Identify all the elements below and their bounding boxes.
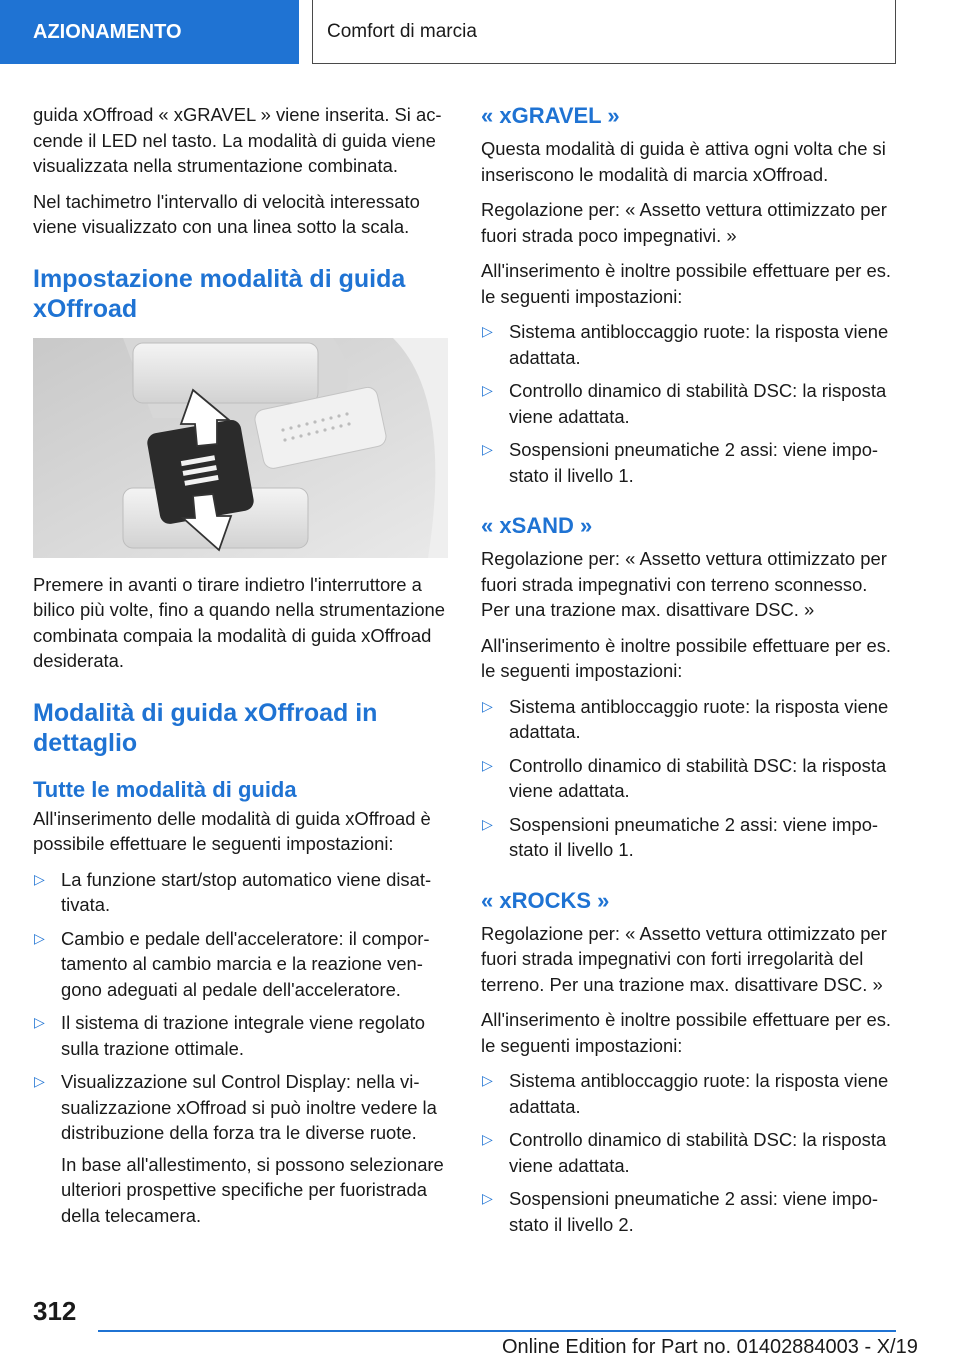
list-item: ▷ Sospensioni pneumatiche 2 assi: viene impostato il livello 1. bbox=[482, 439, 879, 486]
triangle-bullet-icon: ▷ bbox=[482, 756, 493, 773]
gravel-paragraph-3: All'inserimento è inoltre possibile effettuare per es. le seguenti impostazioni: bbox=[481, 260, 892, 307]
mode-title-gravel: « xGRAVEL » bbox=[481, 103, 620, 128]
all-modes-list bbox=[33, 867, 448, 1229]
list-item: ▷ Sistema antibloccaggio ruote: la risposta viene adattata. bbox=[482, 1070, 889, 1117]
list-item: ▷ Sospensioni pneumatiche 2 assi: viene impostato il livello 1. bbox=[482, 813, 879, 860]
list-item: ▷ Sistema antibloccaggio ruote: la risposta viene adattata. bbox=[482, 695, 889, 742]
all-modes-intro: All'inserimento delle modalità di guida xOffroad è possibile effettuare le seguenti impostazioni: bbox=[33, 807, 431, 854]
mode-title-sand: « xSAND » bbox=[481, 513, 593, 538]
list-item: ▷ Sistema antibloccaggio ruote: la risposta viene adattata. bbox=[482, 321, 889, 368]
triangle-bullet-icon: ▷ bbox=[482, 441, 493, 457]
intro-paragraph-2: Nel tachimetro l'intervallo di velocità interessato viene visualizzato con una linea sotto la scala. bbox=[33, 190, 420, 237]
triangle-bullet-icon: ▷ bbox=[482, 1190, 493, 1206]
list-item: ▷ Visualizzazione sul Control Display: nella visualizzazione xOffroad si può inoltre vedere la distribuzione della forza tra le diverse ruote. In base all'allestimento, si possono selezionare ulteriori prospettive specifiche per fuoristrada della telecamera. bbox=[33, 1069, 448, 1228]
list-item: ▷ Controllo dinamico di stabilità DSC: la risposta viene adattata. bbox=[482, 754, 887, 801]
rocker-switch-image bbox=[33, 338, 448, 558]
triangle-bullet-icon: ▷ bbox=[482, 1131, 493, 1147]
rocker-switch-illustration bbox=[33, 338, 448, 558]
gravel-paragraph-1: Questa modalità di guida è attiva ogni volta che si inseriscono le modalità di marcia xOffroad. bbox=[481, 138, 886, 185]
triangle-bullet-icon: ▷ bbox=[482, 815, 493, 832]
triangle-bullet-icon: ▷ bbox=[482, 382, 493, 398]
triangle-bullet-icon: ▷ bbox=[482, 323, 493, 339]
triangle-bullet-icon: ▷ bbox=[34, 929, 45, 946]
triangle-bullet-icon: ▷ bbox=[482, 697, 493, 714]
rocks-paragraph-2: All'inserimento è inoltre possibile effettuare per es. le seguenti impostazioni: bbox=[481, 1009, 892, 1056]
list-item: ▷ Sospensioni pneumatiche 2 assi: viene impostato il livello 2. bbox=[482, 1188, 879, 1235]
intro-paragraph-1: guida xOffroad « xGRAVEL » viene inserita. Si accende il LED nel tasto. La modalità di guida viene visualizzata nella strumentazione combinata. bbox=[33, 104, 442, 176]
left-column bbox=[33, 102, 448, 1236]
footer-edition-link[interactable]: Online Edition for Part no. 01402884003 - X/19 bbox=[502, 1336, 918, 1358]
gravel-paragraph-2: Regolazione per: « Assetto vettura ottimizzato per fuori strada poco impegnativi. » bbox=[481, 199, 887, 246]
figure-caption: Premere in avanti o tirare indietro l'interruttore a bilico più volte, fino a quando nella strumentazione combinata compaia la modalità di guida xOffroad desiderata. bbox=[33, 573, 446, 671]
gravel-list bbox=[481, 319, 897, 488]
sand-list bbox=[481, 694, 897, 863]
triangle-bullet-icon: ▷ bbox=[34, 870, 45, 887]
sand-paragraph-2: All'inserimento è inoltre possibile effettuare per es. le seguenti impostazioni: bbox=[481, 634, 892, 681]
triangle-bullet-icon: ▷ bbox=[34, 1014, 45, 1030]
heading-detail: Modalità di guida xOffroad in dettaglio bbox=[33, 698, 378, 757]
section-tab: AZIONAMENTO bbox=[0, 0, 299, 64]
list-item: ▷ Il sistema di trazione integrale viene regolato sulla trazione ottimale. bbox=[34, 1012, 425, 1059]
rocks-list bbox=[481, 1068, 897, 1237]
triangle-bullet-icon: ▷ bbox=[482, 1072, 493, 1088]
list-item: ▷ Controllo dinamico di stabilità DSC: la risposta viene adattata. bbox=[482, 1129, 887, 1176]
subheading-all-modes: Tutte le modalità di guida bbox=[33, 776, 297, 802]
rocks-paragraph-1: Regolazione per: « Assetto vettura ottimizzato per fuori strada impegnativi con forti irregolarità del terreno. Per una trazione max. disattivare DSC. » bbox=[481, 922, 887, 995]
sand-paragraph-1: Regolazione per: « Assetto vettura ottimizzato per fuori strada impegnativi con terreno sconnesso. Per una trazione max. disattivare DSC. » bbox=[481, 548, 887, 620]
chapter-title: Comfort di marcia bbox=[312, 0, 896, 64]
list-item: ▷ Cambio e pedale dell'acceleratore: il comportamento al cambio marcia e la reazione vengono adeguati al pedale dell'acceleratore. bbox=[34, 927, 430, 1000]
mode-title-rocks: « xROCKS » bbox=[481, 887, 610, 913]
triangle-bullet-icon: ▷ bbox=[34, 1073, 45, 1089]
list-item-extra: In base all'allestimento, si possono selezionare ulteriori prospettive specifiche per fuoristrada della telecamera. bbox=[61, 1153, 444, 1226]
page-number: 312 bbox=[33, 1296, 77, 1326]
right-column bbox=[481, 102, 897, 1245]
list-item: ▷ Controllo dinamico di stabilità DSC: la risposta viene adattata. bbox=[482, 380, 887, 427]
heading-setup: Impostazione modalità di guida xOffroad bbox=[33, 264, 406, 323]
footer-divider bbox=[98, 1330, 896, 1332]
list-item: ▷ La funzione start/stop automatico viene disattivata. bbox=[34, 868, 432, 915]
